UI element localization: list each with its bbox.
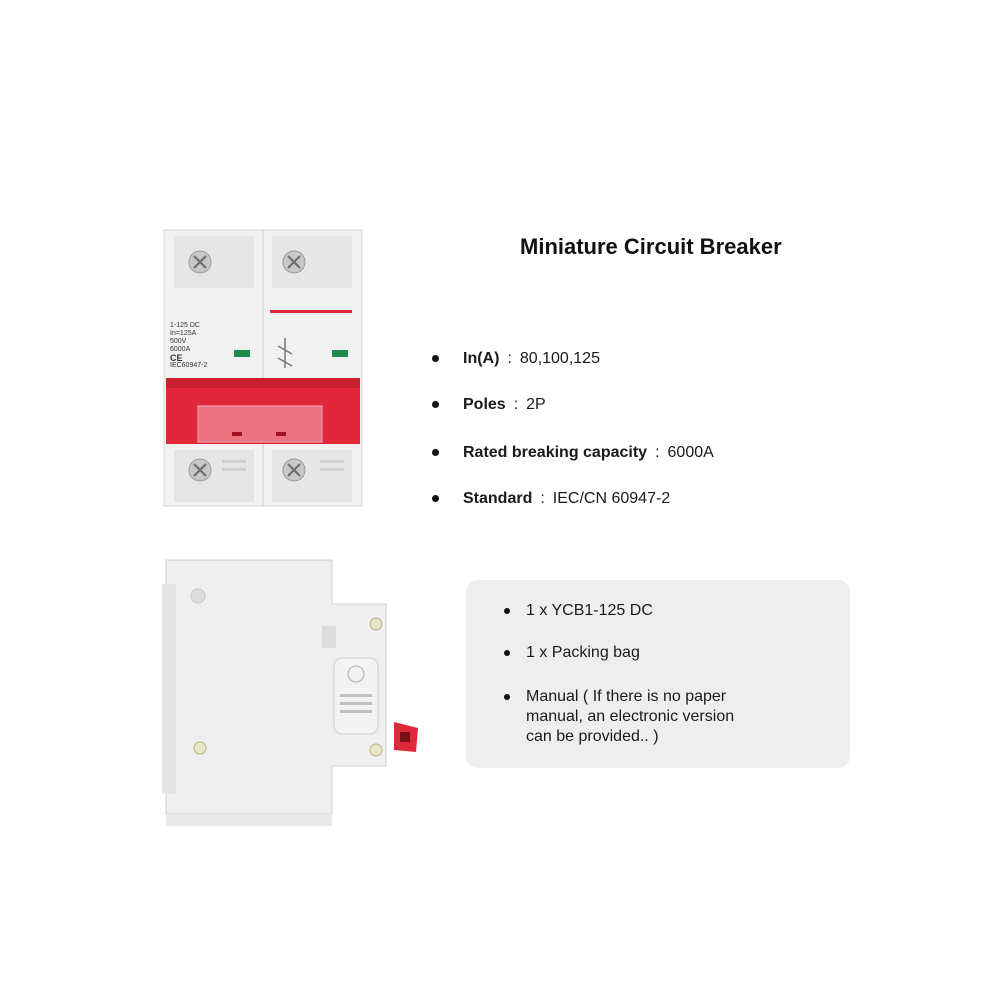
breaker-voltage-text: 500V [170, 338, 187, 345]
spec-item-poles: Poles : 2P [432, 396, 546, 414]
bullet-icon [504, 608, 510, 614]
spec-item-breaking-capacity: Rated breaking capacity : 6000A [432, 444, 714, 462]
spec-label: Poles [463, 396, 506, 413]
breaker-ce-mark: CE [170, 353, 183, 363]
breaker-rating-text: In=125A [170, 330, 197, 337]
breaker-front-image [160, 228, 366, 508]
bullet-icon [504, 650, 510, 656]
spec-label: Rated breaking capacity [463, 444, 648, 461]
bullet-icon [432, 401, 439, 408]
spec-value: 80,100,125 [519, 350, 600, 367]
spec-value: 6000A [667, 444, 714, 461]
breaker-side-image [160, 556, 440, 832]
bullet-icon [504, 694, 510, 700]
bullet-icon [432, 449, 439, 456]
package-item-text: 1 x Packing bag [526, 644, 640, 661]
bullet-icon [432, 355, 439, 362]
spec-label: Standard [463, 490, 533, 507]
spec-value: IEC/CN 60947-2 [552, 490, 671, 507]
spec-value: 2P [526, 396, 546, 413]
package-item-text: 1 x YCB1-125 DC [526, 602, 653, 619]
package-item [504, 601, 653, 621]
spec-item-standard: Standard : IEC/CN 60947-2 [432, 490, 670, 508]
package-item [504, 643, 640, 663]
breaker-model-text: 1-125 DC [170, 322, 200, 329]
breaker-capacity-text: 6000A [170, 346, 191, 353]
package-contents-panel [466, 580, 850, 768]
package-item [504, 687, 754, 747]
bullet-icon [432, 495, 439, 502]
spec-label: In(A) [463, 350, 500, 367]
breaker-standard-text: IEC60947-2 [170, 362, 208, 369]
package-item-text: Manual ( If there is no paper manual, an electronic version can be provided.. ) [526, 688, 735, 745]
spec-item-current: In(A) : 80,100,125 [432, 350, 600, 368]
product-title: Miniature Circuit Breaker [520, 234, 782, 259]
